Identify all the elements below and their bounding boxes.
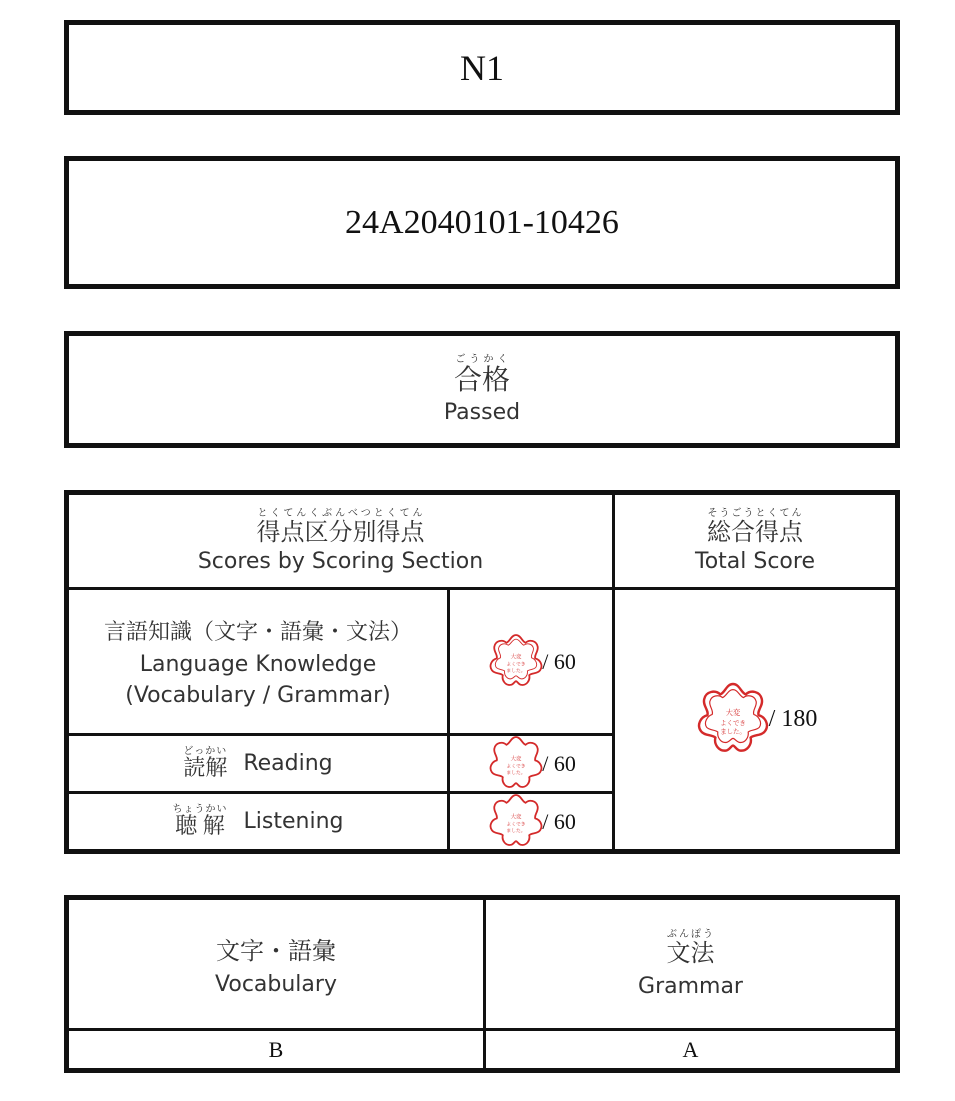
svg-text:よくでき: よくでき: [506, 662, 526, 668]
level-box: [64, 20, 900, 115]
language-knowledge-max: 60: [553, 648, 576, 674]
reading-max: 60: [553, 750, 576, 776]
scores-table: [64, 490, 900, 854]
level-text: N1: [460, 47, 504, 88]
grammar-grade: A: [682, 1036, 699, 1062]
reading-label: 読解どっかい Reading: [183, 745, 333, 781]
svg-text:ました。: ました。: [506, 668, 526, 674]
total-max: 180: [781, 706, 818, 732]
language-knowledge-score: 大変 よくでき ました。 / 60: [450, 590, 612, 733]
listening-max: 60: [553, 808, 576, 834]
registration-number: 24A2040101-10426: [345, 203, 619, 241]
total-score: 大変 よくでき ました。 / 180: [615, 590, 895, 849]
svg-text:よくでき: よくでき: [719, 718, 746, 727]
vocabulary-header: 文字・語彙 Vocabulary: [215, 937, 337, 997]
stamp-icon: [693, 680, 773, 760]
listening-score: 大変 よくでき ました。 / 60: [450, 794, 612, 849]
total-header: 総合得点そうごうとくてん Total Score: [695, 508, 815, 574]
grammar-header: 文法ぶんぽう Grammar: [638, 929, 743, 999]
reading-score: 大変 よくでき ました。 / 60: [450, 736, 612, 791]
result-jp: 合格ごうかく: [453, 354, 510, 397]
svg-text:よくでき: よくでき: [506, 822, 526, 828]
sub-score-table: [64, 895, 900, 1073]
svg-text:大変: 大変: [725, 707, 740, 717]
svg-text:ました。: ました。: [506, 770, 526, 776]
vocabulary-grade: B: [268, 1036, 284, 1062]
svg-text:よくでき: よくでき: [506, 764, 526, 770]
stamp-icon: [486, 734, 546, 794]
svg-text:大変: 大変: [510, 653, 522, 660]
language-knowledge-label: 言語知識（文字・語彙・文法） Language Knowledge (Vocabulary / Grammar): [103, 620, 412, 708]
listening-label: 聴解ちょうかい Listening: [172, 803, 344, 839]
result-box: [64, 331, 900, 448]
stamp-icon: [486, 792, 546, 852]
section-header: 得点区分別得点とくてんくぶんべつとくてん Scores by Scoring Section: [197, 508, 484, 574]
result-en: Passed: [443, 399, 521, 425]
stamp-icon: [486, 632, 546, 692]
svg-text:ました。: ました。: [506, 828, 526, 834]
registration-number-box: [64, 156, 900, 289]
svg-text:大変: 大変: [510, 755, 522, 762]
svg-text:ました。: ました。: [719, 727, 746, 736]
svg-text:大変: 大変: [510, 813, 522, 820]
